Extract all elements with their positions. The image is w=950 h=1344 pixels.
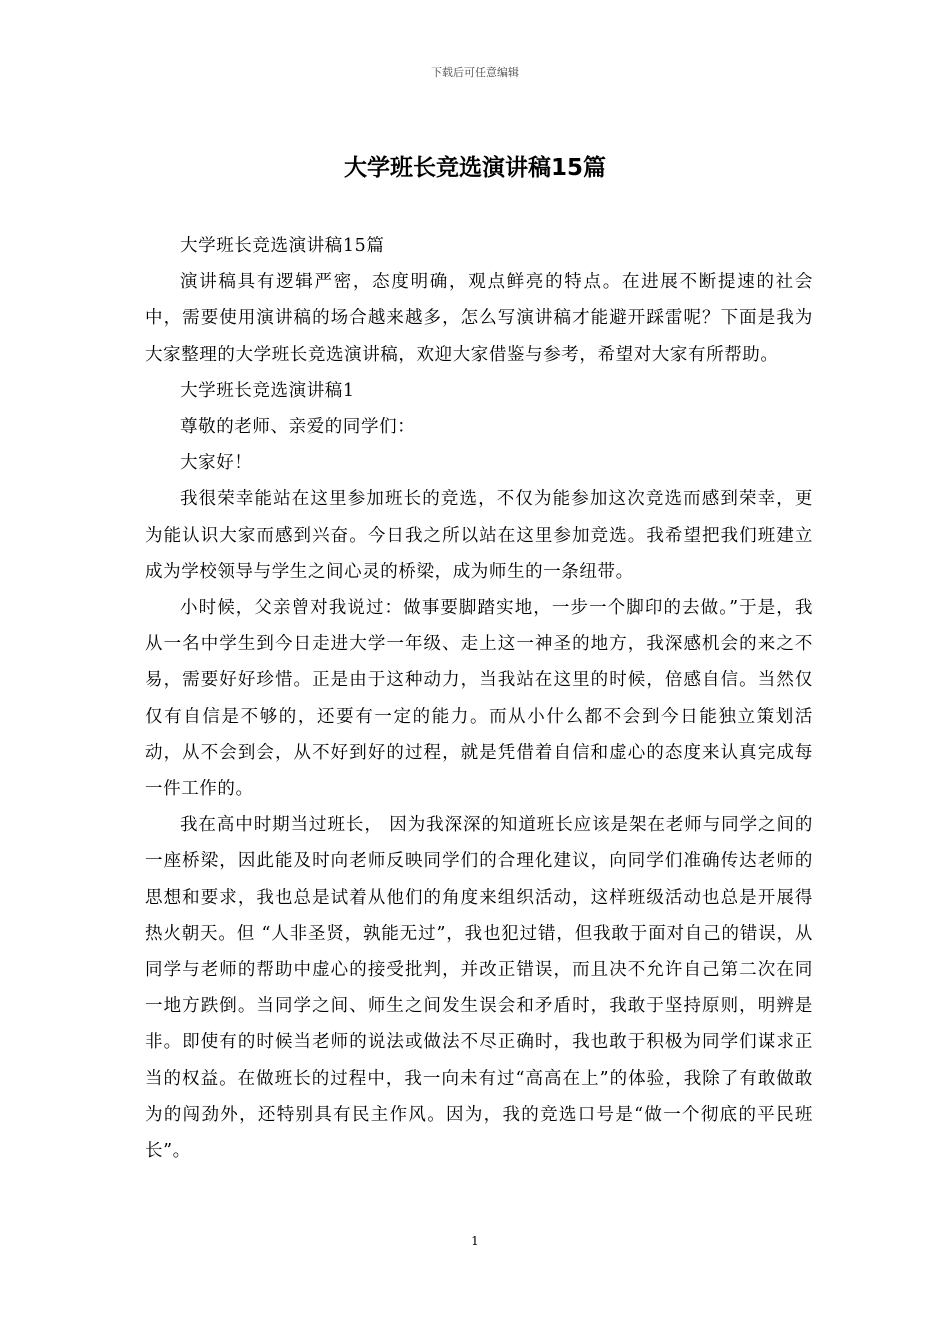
paragraph-body: 我在高中时期当过班长， 因为我深深的知道班长应该是架在老师与同学之间的一座桥梁，因此能及时向老师反映同学们的合理化建议，向同学们准确传达老师的思想和要求，我也总是试着从他们的角度来组织活动，这样班级活动也总是开展得热火朝天。但 “人非圣贤，孰能无过”，我也犯过错，但我敢于面对自己的错误，从同学与老师的帮助中虚心的接受批判，并改正错误，而且决不允许自己第二次在同一地方跌倒。当同学之间、师生之间发生误会和矛盾时，我敢于坚持原则，明辨是非。即使有的时候当老师的说法或做法不尽正确时，我也敢于积极为同学们谋求正当的权益。在做班长的过程中，我一向未有过“高高在上”的体验，我除了有敢做敢为的闯劲外，还特别具有民主作风。因为，我的竞选口号是“做一个彻底的平民班长”。 [145,815,813,1162]
paragraph-intro: 演讲稿具有逻辑严密，态度明确，观点鲜亮的特点。在进展不断提速的社会中，需要使用演讲稿的场合越来越多，怎么写演讲稿才能避开踩雷呢？下面是我为大家整理的大学班长竞选演讲稿，欢迎大家借鉴与参考，希望对大家有所帮助。 [145,272,813,365]
paragraph-body: 小时候，父亲曾对我说过：做事要脚踏实地，一步一个脚印的去做。”于是，我从一名中学生到今日走进大学一年级、走上这一神圣的地方，我深感机会的来之不易，需要好好珍惜。正是由于这种动力，当我站在这里的时候，倍感自信。当然仅仅有自信是不够的，还要有一定的能力。而从小什么都不会到今日能独立策划活动，从不会到会，从不好到好的过程，就是凭借着自信和虚心的态度来认真完成每一件工作的。 [145,598,813,800]
document-body [145,228,813,1169]
page-header-note: 下载后可任意编辑 [431,66,519,79]
paragraph-section-heading: 大学班长竞选演讲稿1 [180,380,355,401]
document-title: 大学班长竞选演讲稿15篇 [343,155,606,181]
page-number: 1 [471,1234,479,1248]
paragraph-salutation: 尊敬的老师、亲爱的同学们： [180,417,416,438]
paragraph-subtitle: 大学班长竞选演讲稿15篇 [180,236,385,256]
paragraph-greeting: 大家好！ [180,453,253,474]
paragraph-body: 我很荣幸能站在这里参加班长的竞选，不仅为能参加这次竞选而感到荣幸，更为能认识大家而感到兴奋。今日我之所以站在这里参加竞选。我希望把我们班建立成为学校领导与学生之间心灵的桥梁，成为师生的一条纽带。 [145,489,813,582]
